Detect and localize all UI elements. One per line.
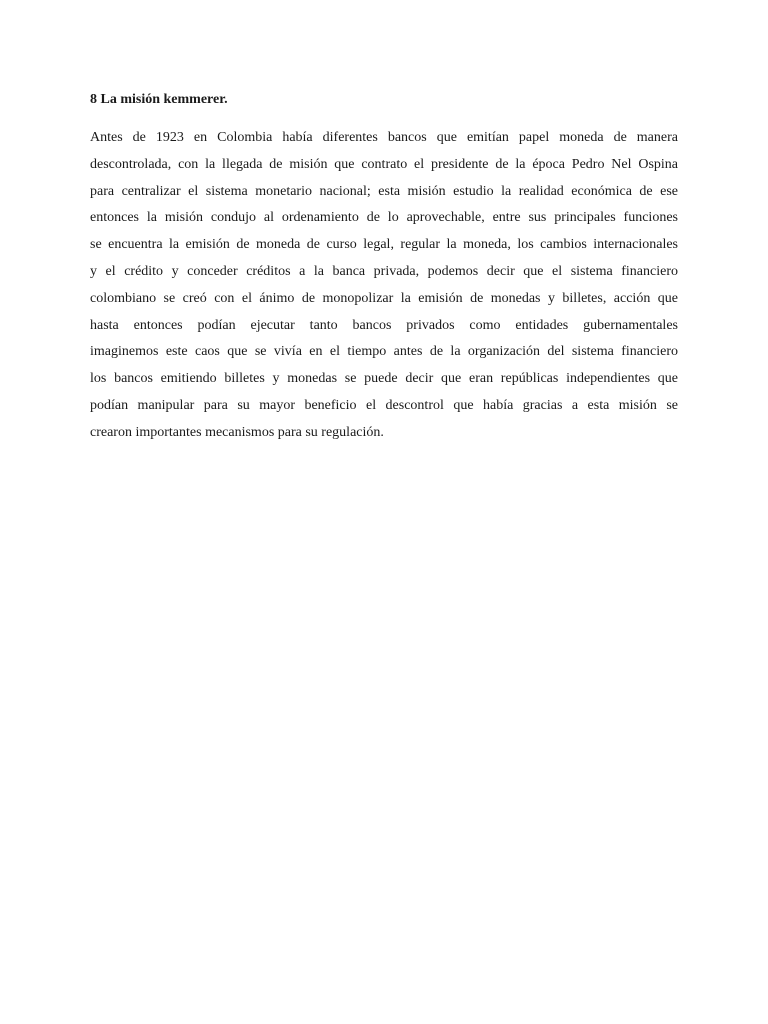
paragraph-line: los bancos emitiendo billetes y monedas se puede decir que eran repúblicas independientes que [90,371,678,387]
paragraph-line: Antes de 1923 en Colombia había diferentes bancos que emitían papel moneda de manera [90,130,678,145]
paragraph-line: para centralizar el sistema monetario nacional; esta misión estudio la realidad económica de ese [90,183,678,199]
paragraph-line: podían manipular para su mayor beneficio el descontrol que había gracias a esta misión se [90,397,678,413]
paragraph-line: entonces la misión condujo al ordenamiento de lo aprovechable, entre sus principales funciones [90,210,678,226]
paragraph-line: hasta entonces podían ejecutar tanto bancos privados como entidades gubernamentales [90,317,678,333]
paragraph-line: colombiano se creó con el ánimo de monopolizar la emisión de monedas y billetes, acción que [90,290,678,306]
paragraph-line: crearon importantes mecanismos para su regulación. [90,424,384,440]
body-paragraph [90,125,678,447]
section-heading: 8 La misión kemmerer. [90,92,228,107]
paragraph-line: y el crédito y conceder créditos a la banca privada, podemos decir que el sistema financiero [90,263,678,279]
paragraph-line: descontrolada, con la llegada de misión que contrato el presidente de la época Pedro Nel Ospina [90,156,678,172]
paragraph-line: imaginemos este caos que se vivía en el tiempo antes de la organización del sistema financiero [90,344,678,360]
paragraph-line: se encuentra la emisión de moneda de curso legal, regular la moneda, los cambios internacionales [90,237,678,253]
